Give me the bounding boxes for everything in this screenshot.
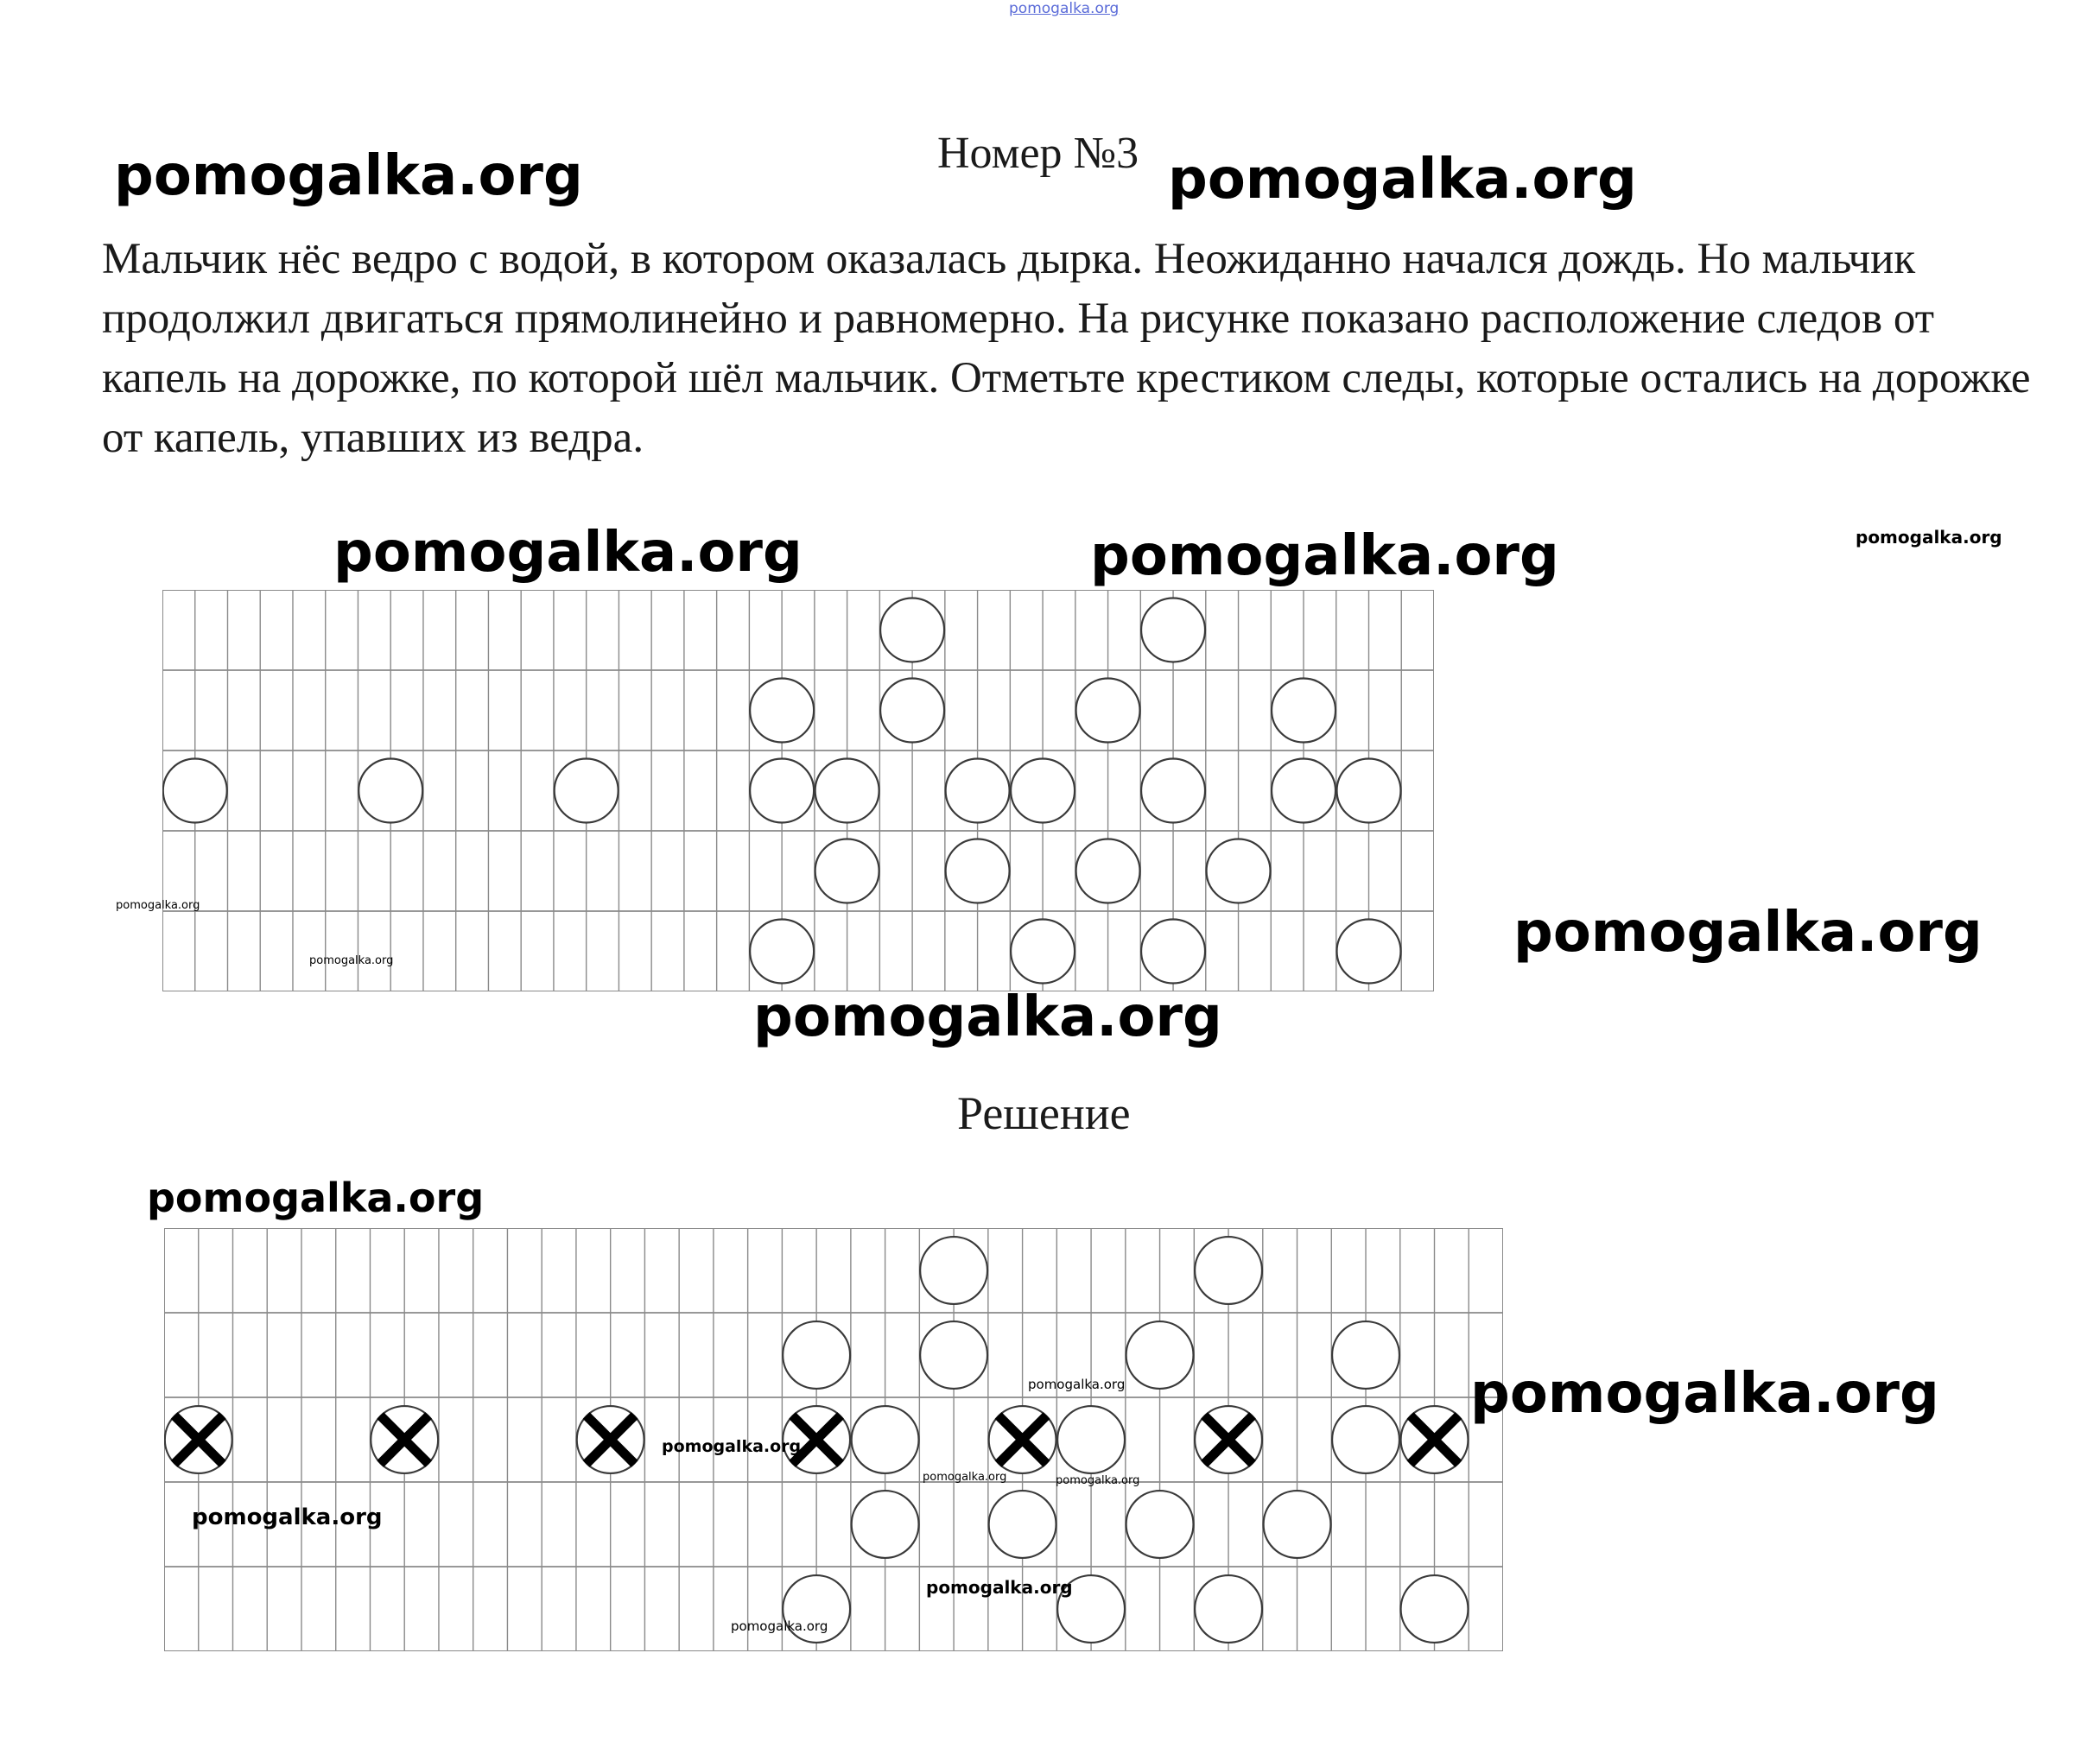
watermark-18: pomogalka.org [731,1618,828,1634]
drop-trace [880,598,944,662]
drop-trace [1337,759,1401,823]
watermark-16: pomogalka.org [192,1504,383,1530]
watermark-1: pomogalka.org [114,144,583,208]
drop-trace [750,920,814,984]
drop-trace-grid-problem [162,590,1434,991]
watermark-6: pomogalka.org [116,899,200,912]
watermark-12: pomogalka.org [1028,1377,1126,1392]
drop-trace [358,759,422,823]
watermark-14: pomogalka.org [923,1471,1007,1484]
drop-trace [880,679,944,743]
watermark-2: pomogalka.org [1168,148,1637,212]
drop-trace [920,1237,987,1304]
drop-trace [783,1321,850,1389]
drop-trace [1126,1491,1194,1558]
drop-trace [815,759,879,823]
drop-trace [750,679,814,743]
drop-trace [1332,1406,1399,1473]
drop-trace [852,1491,919,1558]
drop-trace [1126,1321,1194,1389]
drop-trace [1141,759,1205,823]
drop-trace [852,1406,919,1473]
drop-trace [1337,920,1401,984]
watermark-4: pomogalka.org [1090,524,1559,588]
drop-trace [1272,759,1335,823]
drop-trace [1076,679,1140,743]
solution-heading: Решение [957,1087,1131,1139]
drop-trace [163,759,227,823]
watermark-17: pomogalka.org [926,1577,1073,1598]
drop-trace [920,1321,987,1389]
drop-trace [989,1491,1056,1558]
watermark-9: pomogalka.org [753,985,1222,1049]
drop-trace-grid-solution [164,1228,1503,1651]
drop-trace [1401,1575,1469,1643]
watermark-7: pomogalka.org [309,954,394,967]
drop-trace [1141,598,1205,662]
drop-trace [815,839,879,903]
drop-trace [1011,759,1075,823]
drop-trace [555,759,619,823]
drop-trace [1207,839,1271,903]
page-title: Номер №3 [937,129,1139,178]
drop-trace [1141,920,1205,984]
watermark-13: pomogalka.org [662,1437,802,1456]
drop-trace [946,759,1010,823]
drop-trace [1011,920,1075,984]
watermark-10: pomogalka.org [147,1175,485,1221]
drop-trace [750,759,814,823]
drop-trace [1264,1491,1331,1558]
watermark-15: pomogalka.org [1056,1474,1140,1487]
drop-trace [1195,1575,1262,1643]
drop-trace [1332,1321,1399,1389]
drop-trace [1057,1406,1125,1473]
watermark-8: pomogalka.org [1513,901,1983,965]
drop-trace [1272,679,1335,743]
drop-trace [946,839,1010,903]
watermark-top[interactable]: pomogalka.org [1009,0,1120,17]
drop-trace [1195,1237,1262,1304]
watermark-5: pomogalka.org [1856,527,2002,548]
watermark-11: pomogalka.org [1470,1362,1939,1426]
drop-trace [1076,839,1140,903]
problem-text: Мальчик нёс ведро с водой, в котором оказалась дырка. Неожиданно начался дождь. Но мальчик продолжил двигаться прямолинейно и равномерно. На рисунке показано расположение следов от капель на дорожке, по которой шёл мальчик. Отметьте крестиком следы, которые остались на дорожке от капель, упавших из ведра. [102,235,2031,462]
watermark-3: pomogalka.org [333,521,803,585]
